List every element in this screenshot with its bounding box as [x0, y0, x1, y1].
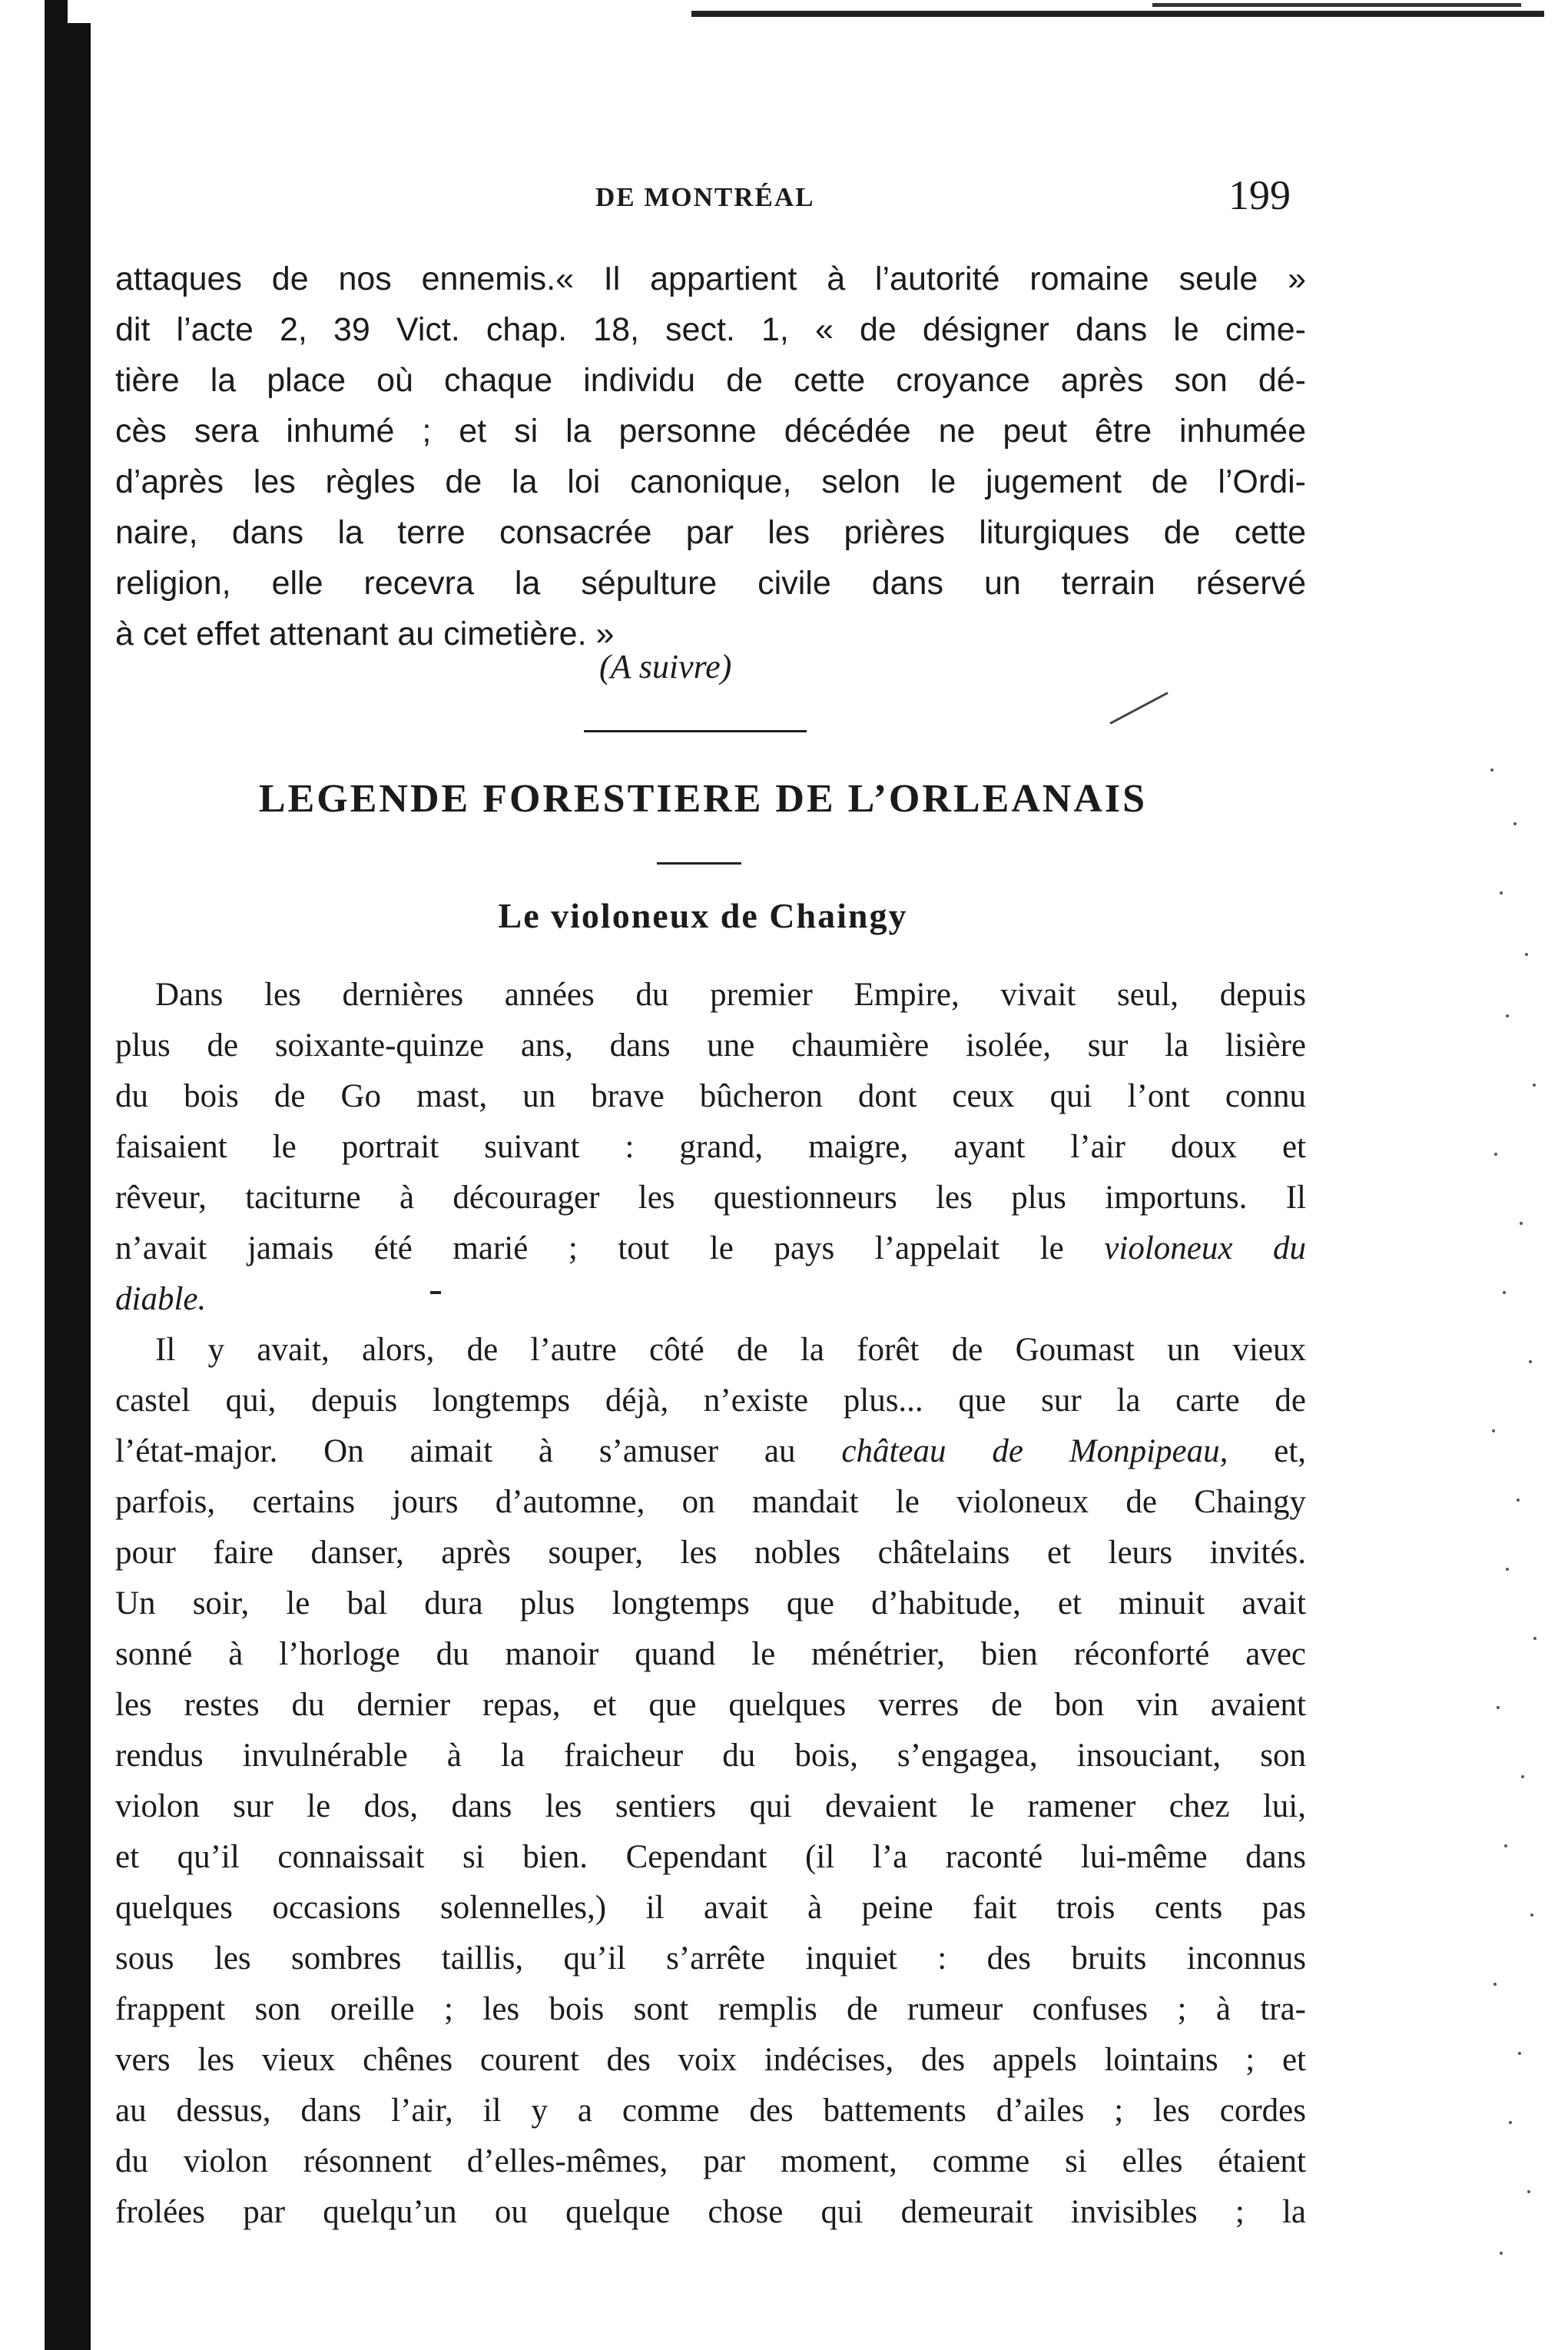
text-line: violon sur le dos, dans les sentiers qui devaient le ramener chez lui, — [115, 1788, 1306, 1824]
text-line: rendus invulnérable à la fraicheur du bois, s’engagea, insouciant, son — [115, 1738, 1306, 1774]
book-binding-edge — [45, 23, 91, 2350]
text-line: du violon résonnent d’elles-mêmes, par moment, comme si elles étaient — [115, 2143, 1306, 2179]
italic-nickname: violoneux du — [1104, 1230, 1307, 1266]
text-span: et, — [1274, 1433, 1307, 1469]
text-line: quelques occasions solennelles,) il avait à peine fait trois cents pas — [115, 1890, 1306, 1926]
stray-dash — [430, 1291, 441, 1294]
section-divider — [584, 730, 807, 732]
text-line: faisaient le portrait suivant : grand, maigre, ayant l’air doux et — [115, 1129, 1306, 1165]
text-line: dit l’acte 2, 39 Vict. chap. 18, sect. 1, « de désigner dans le cime- — [115, 311, 1306, 348]
text-line: sonné à l’horloge du manoir quand le ménétrier, bien réconforté avec — [115, 1636, 1306, 1672]
text-line: du bois de Go mast, un brave bûcheron dont ceux qui l’ont connu — [115, 1078, 1306, 1114]
text-line: religion, elle recevra la sépulture civile dans un terrain réservé — [115, 565, 1306, 602]
text-line: tière la place où chaque individu de cette croyance après son dé- — [115, 362, 1306, 399]
text-line: cès sera inhumé ; et si la personne décédée ne peut être inhumée — [115, 413, 1306, 450]
text-line: Il y avait, alors, de l’autre côté de la forêt de Goumast un vieux — [155, 1332, 1306, 1368]
text-line: frolées par quelqu’un ou quelque chose qui demeurait invisibles ; la — [115, 2194, 1306, 2230]
text-line: et qu’il connaissait si bien. Cependant (il l’a raconté lui-même dans — [115, 1839, 1306, 1875]
page-header — [115, 165, 1291, 227]
text-line: naire, dans la terre consacrée par les prières liturgiques de cette — [115, 514, 1306, 551]
text-line: les restes du dernier repas, et que quelques verres de bon vin avaient — [115, 1687, 1306, 1723]
paragraph-act-quote — [115, 254, 1306, 659]
text-line: d’après les règles de la loi canonique, selon le jugement de l’Ordi- — [115, 463, 1306, 500]
text-line: parfois, certains jours d’automne, on mandait le violoneux de Chaingy — [115, 1484, 1306, 1520]
text-span: l’état-major. On aimait à s’amuser au — [115, 1433, 796, 1469]
paragraph-violoneux-intro — [115, 970, 1306, 1325]
text-span: n’avait jamais été marié ; tout le pays l’appelait le — [115, 1230, 1064, 1266]
page-number: 199 — [1228, 172, 1291, 218]
binding-notch — [45, 0, 68, 23]
text-line: Un soir, le bal dura plus longtemps que d’habitude, et minuit avait — [115, 1585, 1306, 1621]
text-line: sous les sombres taillis, qu’il s’arrête inquiet : des bruits inconnus — [115, 1940, 1306, 1977]
text-line — [115, 1223, 1306, 1274]
text-line: vers les vieux chênes courent des voix indécises, des appels lointains ; et — [115, 2042, 1306, 2078]
to-be-continued: (A suivre) — [599, 648, 732, 685]
right-margin-speckle — [1483, 753, 1552, 2290]
text-line: attaques de nos ennemis.« Il appartient à l’autorité romaine seule » — [115, 261, 1306, 297]
italic-chateau-name: château de Monpipeau, — [841, 1433, 1228, 1469]
story-subtitle: Le violoneux de Chaingy — [498, 896, 908, 935]
text-line: rêveur, taciturne à décourager les questionneurs les plus importuns. Il — [115, 1180, 1306, 1216]
top-edge-rule-thin — [1152, 3, 1521, 7]
text-line: frappent son oreille ; les bois sont remplis de rumeur confuses ; à tra- — [115, 1991, 1306, 2027]
top-edge-rule — [691, 11, 1544, 17]
running-head: DE MONTRÉAL — [595, 182, 815, 212]
text-line: castel qui, depuis longtemps déjà, n’existe plus... que sur la carte de — [115, 1382, 1306, 1419]
paragraph-chateau-story — [115, 1325, 1306, 2238]
text-line: plus de soixante-quinze ans, dans une chaumière isolée, sur la lisière — [115, 1027, 1306, 1064]
section-title: LEGENDE FORESTIERE DE L’ORLEANAIS — [258, 777, 1148, 821]
text-line: au dessus, dans l’air, il y a comme des battements d’ailes ; les cordes — [115, 2093, 1306, 2129]
title-divider — [657, 862, 741, 865]
text-line: Dans les dernières années du premier Empire, vivait seul, depuis — [155, 977, 1306, 1013]
text-line — [115, 1426, 1306, 1477]
text-line: pour faire danser, après souper, les nobles châtelains et leurs invités. — [115, 1535, 1306, 1571]
text-line: à cet effet attenant au cimetière. » — [115, 616, 615, 652]
stray-mark — [1109, 692, 1168, 725]
text-line-italic: diable. — [115, 1281, 207, 1317]
